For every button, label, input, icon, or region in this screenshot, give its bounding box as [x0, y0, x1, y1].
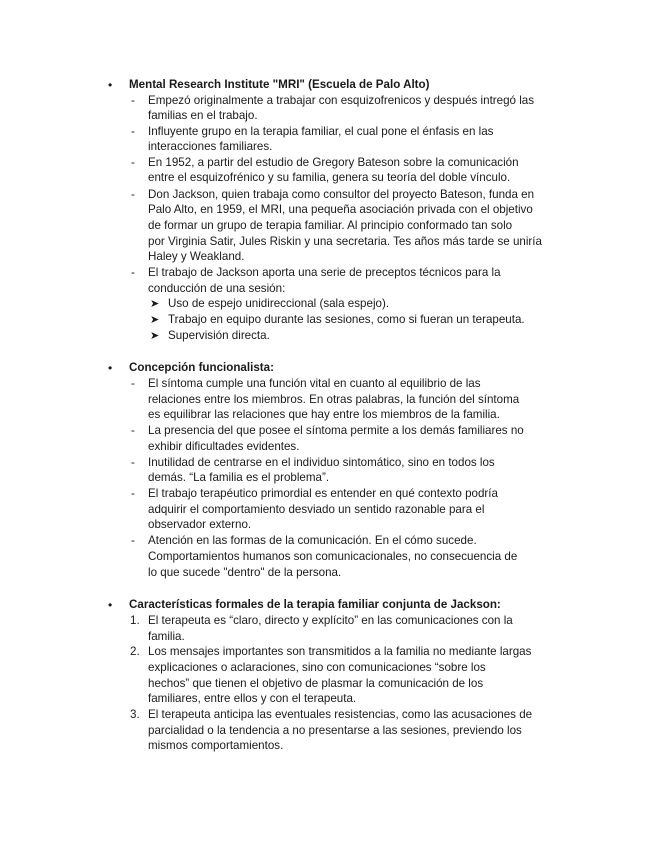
list-item-line: El terapeuta es “claro, directo y explícito” en las comunicaciones con la	[148, 614, 513, 627]
list-item-line: En 1952, a partir del estudio de Gregory Bateson sobre la comunicación	[148, 156, 519, 169]
list-item-line: de formar un grupo de terapia familiar. Al principio conformado tan solo	[148, 219, 513, 232]
list-item-line: interacciones familiares.	[148, 140, 273, 153]
bullet-icon: •	[108, 598, 113, 612]
list-item-line: familias en el trabajo.	[148, 109, 258, 122]
sub-list-item: Trabajo en equipo durante las sesiones, como si fueran un terapeuta.	[168, 313, 525, 326]
list-number: 3.	[130, 708, 140, 721]
dash-icon: -	[131, 534, 135, 547]
list-item-line: relaciones entre los miembros. En otras palabras, la función del síntoma	[148, 393, 520, 406]
list-item-line: Inutilidad de centrarse en el individuo sintomático, sino en todos los	[148, 456, 495, 469]
list-item-line: adquirir el comportamiento desviado un sentido razonable para el	[148, 503, 485, 516]
list-item-line: Empezó originalmente a trabajar con esquizofrenicos y después intregó las	[148, 94, 535, 107]
arrow-bullet-icon: ➤	[150, 314, 160, 326]
sub-list-item: Uso de espejo unidireccional (sala espejo).	[168, 297, 390, 310]
list-number: 2.	[130, 645, 140, 658]
list-item-line: parcialidad o la tendencia a no presentarse a las sesiones, previendo los	[148, 724, 522, 737]
list-item-line: Don Jackson, quien trabaja como consultor del proyecto Bateson, funda en	[148, 188, 535, 201]
list-item-line: mismos comportamientos.	[148, 739, 284, 752]
list-item-line: familia.	[148, 630, 185, 643]
bullet-icon: •	[108, 361, 113, 375]
dash-icon: -	[131, 266, 135, 279]
list-item-line: Influyente grupo en la terapia familiar, el cual pone el énfasis en las	[148, 125, 494, 138]
list-item-line: entre el esquizofrénico y su familia, genera su teoría del doble vínculo.	[148, 171, 511, 184]
list-item-line: Atención en las formas de la comunicación. En el cómo sucede.	[148, 534, 477, 547]
list-item-line: explicaciones o aclaraciones, sino con comunicaciones “sobre los	[148, 661, 486, 674]
list-item-line: familiares, entre ellos y con el terapeuta.	[148, 692, 357, 705]
list-item-line: Comportamientos humanos son comunicacionales, no consecuencia de	[148, 550, 518, 563]
list-number: 1.	[130, 614, 140, 627]
dash-icon: -	[131, 94, 135, 107]
list-item-line: El síntoma cumple una función vital en cuanto al equilibrio de las	[148, 377, 481, 390]
section-heading: Concepción funcionalista:	[129, 361, 274, 374]
list-item-line: observador externo.	[148, 518, 252, 531]
dash-icon: -	[131, 188, 135, 201]
list-item-line: El trabajo terapéutico primordial es entender en qué contexto podría	[148, 487, 498, 500]
bullet-icon: •	[108, 78, 113, 92]
list-item-line: Haley y Weakland.	[148, 250, 245, 263]
dash-icon: -	[131, 424, 135, 437]
arrow-bullet-icon: ➤	[150, 330, 160, 342]
list-item-line: exhibir dificultades evidentes.	[148, 440, 300, 453]
dash-icon: -	[131, 377, 135, 390]
section-heading: Mental Research Institute "MRI" (Escuela de Palo Alto)	[129, 78, 430, 91]
list-item-line: El trabajo de Jackson aporta una serie de preceptos técnicos para la	[148, 266, 501, 279]
list-item-line: El terapeuta anticipa las eventuales resistencias, como las acusaciones de	[148, 708, 533, 721]
list-item-line: por Virginia Satir, Jules Riskin y una secretaria. Tes años más tarde se uniría	[148, 235, 542, 248]
list-item-line: conducción de una sesión:	[148, 282, 286, 295]
sub-list-item: Supervisión directa.	[168, 329, 270, 342]
list-item-line: lo que sucede "dentro" de la persona.	[148, 566, 342, 579]
list-item-line: Palo Alto, en 1959, el MRI, una pequeña asociación privada con el objetivo	[148, 203, 533, 216]
dash-icon: -	[131, 456, 135, 469]
arrow-bullet-icon: ➤	[150, 298, 160, 310]
section-heading: Características formales de la terapia familiar conjunta de Jackson:	[129, 598, 501, 611]
dash-icon: -	[131, 125, 135, 138]
list-item-line: hechos” que tienen el objetivo de plasmar la comunicación de los	[148, 677, 484, 690]
dash-icon: -	[131, 156, 135, 169]
dash-icon: -	[131, 487, 135, 500]
list-item-line: La presencia del que posee el síntoma permite a los demás familiares no	[148, 424, 524, 437]
list-item-line: es equilibrar las relaciones que hay entre los miembros de la familia.	[148, 408, 500, 421]
list-item-line: demás. “La familia es el problema”.	[148, 471, 330, 484]
list-item-line: Los mensajes importantes son transmitidos a la familia no mediante largas	[148, 645, 532, 658]
